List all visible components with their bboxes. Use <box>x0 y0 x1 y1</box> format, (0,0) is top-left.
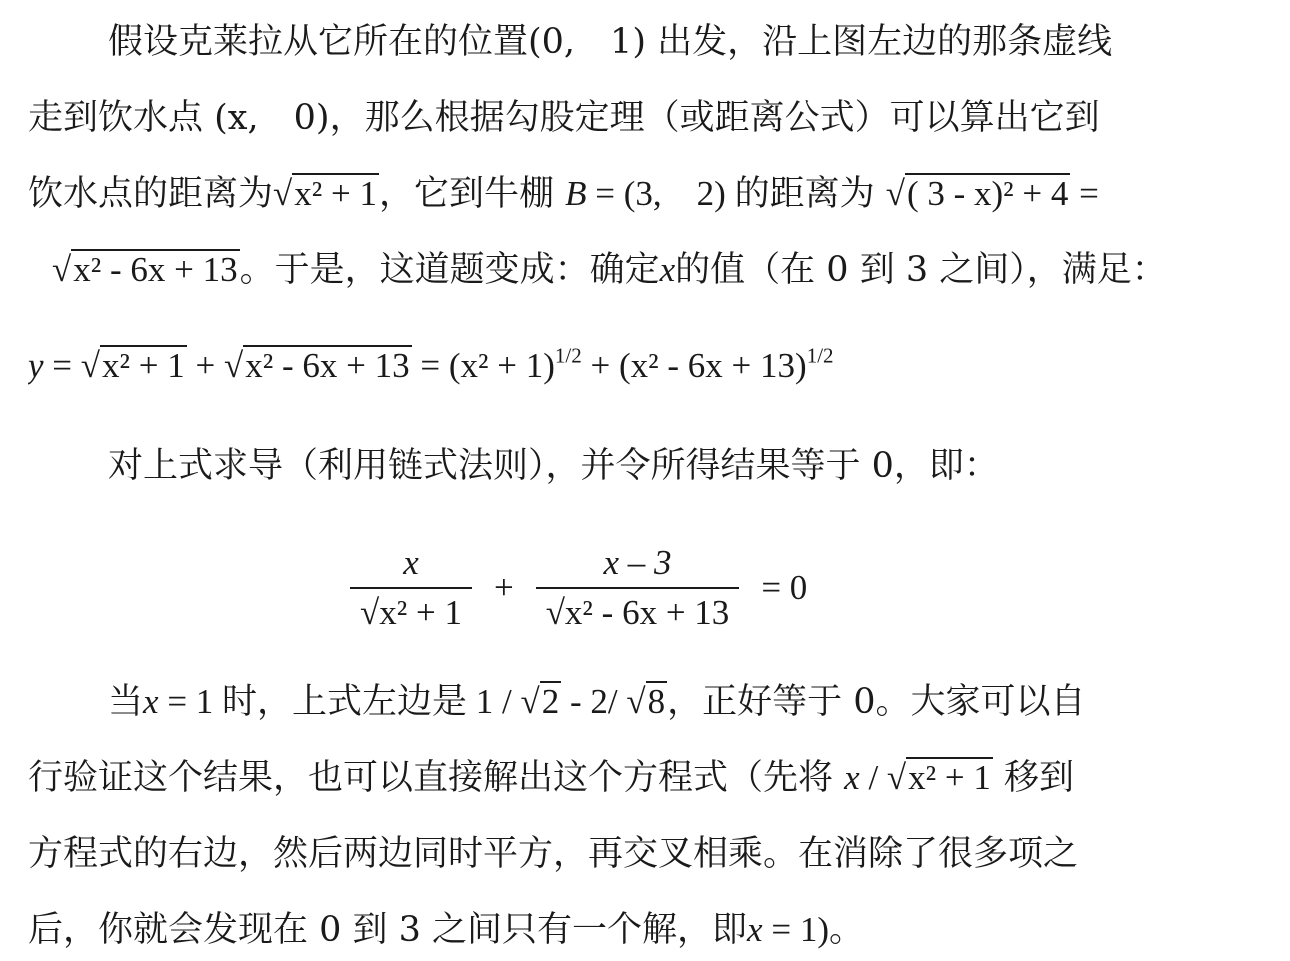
text-span: ，它到牛棚 <box>378 174 554 214</box>
text-span: 后，你就会发现在 0 到 3 之间只有一个解，即 <box>28 910 748 950</box>
text-span: 当 <box>108 682 144 722</box>
numerator: x – 3 <box>603 543 672 582</box>
plus-sign: + <box>493 568 514 607</box>
text-span: = 1 时，上式左边是 1 / <box>158 682 521 721</box>
equals-sign: = <box>411 346 449 385</box>
text-span: 假设克莱拉从它所在的位置(0, 1) 出发，沿上图左边的那条虚线 <box>108 22 1113 62</box>
text-span: 移到 <box>992 758 1075 798</box>
equation1 <box>28 344 1264 388</box>
sqrt-symbol: √ <box>52 250 72 289</box>
radicand: x² - 6x + 13 <box>245 346 410 385</box>
paragraph3-line4 <box>28 908 1264 952</box>
variable-x: x <box>659 250 676 289</box>
radicand: x² - 6x + 13 <box>564 593 730 632</box>
paragraph1-line1 <box>108 20 1264 64</box>
variable-x: x <box>747 910 763 949</box>
sqrt-expression <box>224 344 412 388</box>
sqrt-expression <box>887 756 993 800</box>
radicand: x² - 6x + 13 <box>73 250 238 289</box>
text-span: 方程式的右边，然后两边同时平方，再交叉相乘。在消除了很多项之 <box>28 834 1079 874</box>
variable-B: B <box>565 174 587 213</box>
text-span: = <box>1070 174 1099 213</box>
sqrt-expression <box>273 172 379 216</box>
sqrt-expression <box>886 172 1071 216</box>
variable-x: x <box>844 758 860 797</box>
radicand: x² + 1 <box>102 346 185 385</box>
radicand: 8 <box>647 682 666 721</box>
plus-sign: + <box>581 346 619 385</box>
equation2 <box>350 540 829 636</box>
paragraph3-line2 <box>28 756 1264 800</box>
power-base: (x² - 6x + 13) <box>619 346 807 385</box>
equals-zero: = 0 <box>761 568 808 607</box>
radicand: x² + 1 <box>908 758 991 797</box>
text-span: = 1)。 <box>762 910 864 949</box>
paragraph1-line3 <box>28 172 1264 216</box>
paragraph1-line2 <box>28 96 1264 140</box>
sqrt-symbol: √ <box>886 758 907 797</box>
denominator <box>536 587 740 633</box>
text-span: 走到饮水点 (x, 0)，那么根据勾股定理（或距离公式）可以算出它到 <box>28 98 1100 138</box>
sqrt-symbol: √ <box>80 346 101 385</box>
text-span: 的值（在 0 到 3 之间），满足： <box>675 250 1167 290</box>
text-span: 饮水点的距离为 <box>28 174 274 214</box>
equals-sign: = <box>43 346 81 385</box>
paragraph3-line3 <box>28 832 1264 876</box>
plus-sign: + <box>186 346 224 385</box>
text-span: 行验证这个结果，也可以直接解出这个方程式（先将 <box>28 758 845 798</box>
radicand: x² + 1 <box>379 593 462 632</box>
fraction-2 <box>536 543 740 633</box>
fraction-1 <box>350 543 472 633</box>
paragraph2-line1 <box>108 444 1264 488</box>
variable-x: x <box>143 682 159 721</box>
variable-y: y <box>28 346 44 385</box>
text-span: = (3, 2) 的距离为 <box>586 174 875 213</box>
text-span: ，正好等于 0。大家可以自 <box>667 682 1086 722</box>
paragraph3-line1 <box>108 680 1264 724</box>
sqrt-expression <box>52 248 240 292</box>
sqrt-symbol: √ <box>520 682 540 721</box>
radicand: x² + 1 <box>294 174 377 213</box>
numerator: x <box>403 543 419 582</box>
text-span: - 2/ <box>561 682 627 721</box>
sqrt-expression <box>521 680 562 724</box>
text-span: 对上式求导（利用链式法则），并令所得结果等于 0，即： <box>108 446 999 486</box>
sqrt-symbol: √ <box>273 174 293 213</box>
text-span: 。于是，这道题变成：确定 <box>239 250 660 290</box>
sqrt-symbol: √ <box>224 346 244 385</box>
radicand: 2 <box>541 682 560 721</box>
sqrt-symbol: √ <box>885 174 905 213</box>
paragraph1-line4 <box>52 248 1288 292</box>
sqrt-expression <box>81 344 187 388</box>
denominator <box>350 587 472 633</box>
exponent: 1/2 <box>554 344 582 368</box>
text-span: / <box>859 758 887 797</box>
exponent: 1/2 <box>806 344 834 368</box>
sqrt-symbol: √ <box>545 593 565 632</box>
sqrt-symbol: √ <box>626 682 646 721</box>
power-base: (x² + 1) <box>448 346 555 385</box>
radicand: ( 3 - x)² + 4 <box>906 174 1069 213</box>
sqrt-expression <box>626 680 667 724</box>
sqrt-symbol: √ <box>360 593 380 632</box>
